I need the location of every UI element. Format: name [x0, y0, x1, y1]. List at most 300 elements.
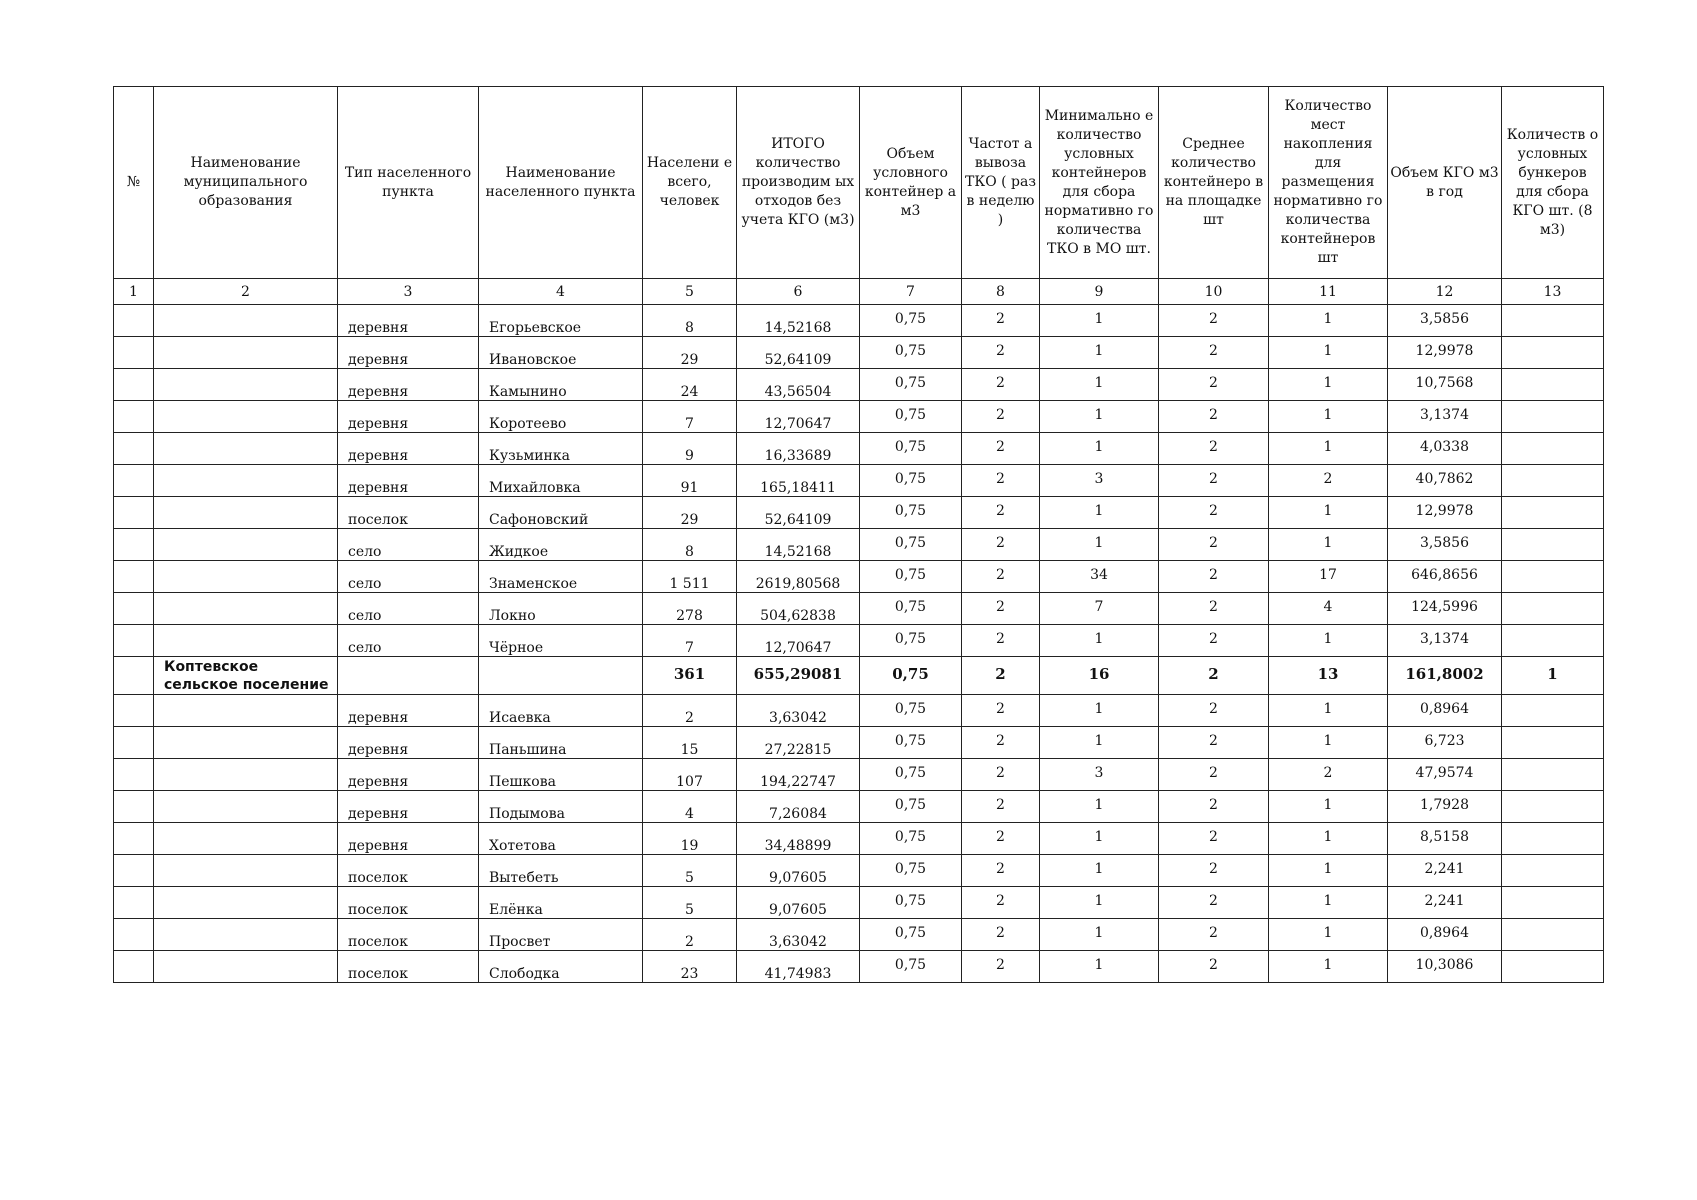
cell-avg-containers: 2: [1159, 919, 1269, 951]
cell-frequency: 2: [962, 401, 1040, 433]
cell-frequency: 2: [962, 433, 1040, 465]
column-number: 12: [1388, 279, 1502, 305]
cell-population: 5: [643, 855, 737, 887]
cell-kgo-volume: 6,723: [1388, 727, 1502, 759]
cell-total-waste: 52,64109: [737, 497, 860, 529]
cell-sites: 1: [1269, 337, 1388, 369]
cell-no: [114, 433, 154, 465]
cell-container-volume: 0,75: [860, 561, 962, 593]
cell-frequency: 2: [962, 919, 1040, 951]
table-row: [114, 337, 1604, 369]
cell-no: [114, 593, 154, 625]
cell-population: 278: [643, 593, 737, 625]
cell-bunkers: [1502, 727, 1604, 759]
waste-table: [113, 86, 1604, 983]
cell-bunkers: [1502, 951, 1604, 983]
cell-bunkers: [1502, 919, 1604, 951]
cell-min-containers: 1: [1040, 951, 1159, 983]
cell-population: 361: [643, 657, 737, 695]
cell-no: [114, 823, 154, 855]
cell-container-volume: 0,75: [860, 695, 962, 727]
summary-row: [114, 657, 1604, 695]
cell-settlement-type: село: [338, 561, 479, 593]
cell-frequency: 2: [962, 855, 1040, 887]
cell-frequency: 2: [962, 305, 1040, 337]
cell-frequency: 2: [962, 823, 1040, 855]
cell-avg-containers: 2: [1159, 855, 1269, 887]
cell-no: [114, 695, 154, 727]
cell-container-volume: 0,75: [860, 823, 962, 855]
cell-sites: 1: [1269, 401, 1388, 433]
cell-kgo-volume: 3,1374: [1388, 625, 1502, 657]
cell-settlement-name: Знаменское: [479, 561, 643, 593]
header-avg-containers: Среднее количество контейнеро в на площадке шт: [1159, 87, 1269, 279]
cell-no: [114, 465, 154, 497]
cell-kgo-volume: 4,0338: [1388, 433, 1502, 465]
column-number: 11: [1269, 279, 1388, 305]
cell-container-volume: 0,75: [860, 337, 962, 369]
cell-kgo-volume: 1,7928: [1388, 791, 1502, 823]
cell-settlement-type: поселок: [338, 887, 479, 919]
cell-settlement-name: Камынино: [479, 369, 643, 401]
cell-settlement-name: Паньшина: [479, 727, 643, 759]
table-row: [114, 497, 1604, 529]
cell-sites: 1: [1269, 791, 1388, 823]
cell-min-containers: 1: [1040, 919, 1159, 951]
cell-municipality: [154, 695, 338, 727]
cell-total-waste: 3,63042: [737, 695, 860, 727]
cell-population: 7: [643, 401, 737, 433]
table-row: [114, 561, 1604, 593]
cell-avg-containers: 2: [1159, 887, 1269, 919]
cell-population: 2: [643, 919, 737, 951]
cell-avg-containers: 2: [1159, 727, 1269, 759]
cell-min-containers: 7: [1040, 593, 1159, 625]
cell-kgo-volume: 0,8964: [1388, 919, 1502, 951]
table-row: [114, 695, 1604, 727]
table-row: [114, 727, 1604, 759]
cell-sites: 1: [1269, 497, 1388, 529]
table-row: [114, 529, 1604, 561]
cell-settlement-type: село: [338, 625, 479, 657]
cell-population: 15: [643, 727, 737, 759]
cell-bunkers: [1502, 529, 1604, 561]
cell-settlement-type: поселок: [338, 855, 479, 887]
cell-sites: 2: [1269, 465, 1388, 497]
header-container-volume: Объем условного контейнер а м3: [860, 87, 962, 279]
cell-min-containers: 3: [1040, 759, 1159, 791]
cell-settlement-name: Чёрное: [479, 625, 643, 657]
cell-frequency: 2: [962, 625, 1040, 657]
cell-settlement-type: деревня: [338, 465, 479, 497]
cell-municipality: [154, 887, 338, 919]
cell-no: [114, 369, 154, 401]
cell-sites: 1: [1269, 433, 1388, 465]
cell-no: [114, 529, 154, 561]
cell-sites: 1: [1269, 305, 1388, 337]
cell-kgo-volume: 12,9978: [1388, 337, 1502, 369]
table-row: [114, 369, 1604, 401]
cell-container-volume: 0,75: [860, 401, 962, 433]
cell-container-volume: 0,75: [860, 465, 962, 497]
cell-population: 8: [643, 529, 737, 561]
cell-total-waste: 27,22815: [737, 727, 860, 759]
cell-frequency: 2: [962, 759, 1040, 791]
cell-settlement-type: поселок: [338, 919, 479, 951]
table-row: [114, 855, 1604, 887]
cell-no: [114, 951, 154, 983]
cell-population: 2: [643, 695, 737, 727]
header-frequency: Частот а вывоза ТКО ( раз в неделю ): [962, 87, 1040, 279]
cell-settlement-name: Сафоновский: [479, 497, 643, 529]
cell-kgo-volume: 124,5996: [1388, 593, 1502, 625]
column-number: 4: [479, 279, 643, 305]
cell-municipality: [154, 759, 338, 791]
cell-total-waste: 165,18411: [737, 465, 860, 497]
cell-total-waste: 16,33689: [737, 433, 860, 465]
header-kgo-volume: Объем КГО м3 в год: [1388, 87, 1502, 279]
cell-settlement-name: Кузьминка: [479, 433, 643, 465]
cell-frequency: 2: [962, 529, 1040, 561]
cell-sites: 1: [1269, 855, 1388, 887]
cell-avg-containers: 2: [1159, 657, 1269, 695]
cell-kgo-volume: 3,5856: [1388, 305, 1502, 337]
cell-min-containers: 1: [1040, 625, 1159, 657]
cell-kgo-volume: 2,241: [1388, 887, 1502, 919]
cell-municipality: [154, 855, 338, 887]
cell-min-containers: 16: [1040, 657, 1159, 695]
cell-no: [114, 497, 154, 529]
cell-population: 7: [643, 625, 737, 657]
cell-population: 29: [643, 497, 737, 529]
cell-total-waste: 14,52168: [737, 529, 860, 561]
cell-bunkers: [1502, 369, 1604, 401]
cell-no: [114, 305, 154, 337]
cell-avg-containers: 2: [1159, 759, 1269, 791]
cell-sites: 13: [1269, 657, 1388, 695]
cell-bunkers: [1502, 433, 1604, 465]
cell-no: [114, 561, 154, 593]
cell-no: [114, 919, 154, 951]
column-number: 3: [338, 279, 479, 305]
table-row: [114, 305, 1604, 337]
cell-min-containers: 1: [1040, 695, 1159, 727]
cell-avg-containers: 2: [1159, 401, 1269, 433]
cell-min-containers: 1: [1040, 855, 1159, 887]
cell-frequency: 2: [962, 337, 1040, 369]
cell-avg-containers: 2: [1159, 791, 1269, 823]
header-population: Населени е всего, человек: [643, 87, 737, 279]
cell-container-volume: 0,75: [860, 593, 962, 625]
cell-total-waste: 12,70647: [737, 401, 860, 433]
cell-kgo-volume: 646,8656: [1388, 561, 1502, 593]
cell-population: 23: [643, 951, 737, 983]
cell-total-waste: 2619,80568: [737, 561, 860, 593]
cell-frequency: 2: [962, 593, 1040, 625]
column-number: 1: [114, 279, 154, 305]
cell-municipality: [154, 593, 338, 625]
header-no: №: [114, 87, 154, 279]
table-row: [114, 759, 1604, 791]
header-min-containers: Минимально е количество условных контейнеров для сбора нормативно го количества ТКО в МО шт.: [1040, 87, 1159, 279]
cell-total-waste: 504,62838: [737, 593, 860, 625]
cell-avg-containers: 2: [1159, 951, 1269, 983]
cell-municipality: [154, 401, 338, 433]
cell-sites: 2: [1269, 759, 1388, 791]
cell-bunkers: [1502, 337, 1604, 369]
cell-settlement-type: деревня: [338, 695, 479, 727]
cell-min-containers: 1: [1040, 887, 1159, 919]
table-row: [114, 433, 1604, 465]
cell-avg-containers: 2: [1159, 337, 1269, 369]
cell-container-volume: 0,75: [860, 887, 962, 919]
cell-sites: 1: [1269, 727, 1388, 759]
cell-total-waste: 7,26084: [737, 791, 860, 823]
cell-frequency: 2: [962, 791, 1040, 823]
cell-no: [114, 727, 154, 759]
cell-municipality: [154, 951, 338, 983]
cell-bunkers: [1502, 305, 1604, 337]
cell-kgo-volume: 3,1374: [1388, 401, 1502, 433]
cell-bunkers: [1502, 759, 1604, 791]
cell-kgo-volume: 10,3086: [1388, 951, 1502, 983]
cell-kgo-volume: 2,241: [1388, 855, 1502, 887]
cell-total-waste: 52,64109: [737, 337, 860, 369]
cell-municipality: [154, 823, 338, 855]
cell-bunkers: [1502, 887, 1604, 919]
cell-frequency: 2: [962, 497, 1040, 529]
cell-avg-containers: 2: [1159, 823, 1269, 855]
table-row: [114, 465, 1604, 497]
cell-population: 107: [643, 759, 737, 791]
cell-settlement-type: деревня: [338, 759, 479, 791]
cell-container-volume: 0,75: [860, 791, 962, 823]
cell-municipality: [154, 465, 338, 497]
cell-settlement-type: деревня: [338, 791, 479, 823]
cell-kgo-volume: 10,7568: [1388, 369, 1502, 401]
cell-settlement-type: деревня: [338, 727, 479, 759]
cell-avg-containers: 2: [1159, 625, 1269, 657]
cell-sites: 1: [1269, 919, 1388, 951]
cell-no: [114, 657, 154, 695]
cell-settlement-type: село: [338, 593, 479, 625]
cell-sites: 1: [1269, 695, 1388, 727]
column-number: 13: [1502, 279, 1604, 305]
cell-container-volume: 0,75: [860, 625, 962, 657]
cell-min-containers: 1: [1040, 369, 1159, 401]
cell-container-volume: 0,75: [860, 529, 962, 561]
cell-container-volume: 0,75: [860, 855, 962, 887]
cell-avg-containers: 2: [1159, 695, 1269, 727]
cell-avg-containers: 2: [1159, 465, 1269, 497]
cell-min-containers: 1: [1040, 497, 1159, 529]
cell-frequency: 2: [962, 887, 1040, 919]
cell-municipality: [154, 497, 338, 529]
cell-population: 4: [643, 791, 737, 823]
cell-settlement-name: Егорьевское: [479, 305, 643, 337]
cell-municipality: [154, 625, 338, 657]
table-row: [114, 401, 1604, 433]
column-number-row: [114, 279, 1604, 305]
cell-population: 9: [643, 433, 737, 465]
cell-kgo-volume: 0,8964: [1388, 695, 1502, 727]
cell-settlement-type: [338, 657, 479, 695]
cell-municipality: [154, 305, 338, 337]
cell-population: 29: [643, 337, 737, 369]
cell-min-containers: 1: [1040, 433, 1159, 465]
cell-bunkers: [1502, 401, 1604, 433]
column-number: 7: [860, 279, 962, 305]
cell-kgo-volume: 40,7862: [1388, 465, 1502, 497]
cell-settlement-name: Подымова: [479, 791, 643, 823]
cell-container-volume: 0,75: [860, 657, 962, 695]
cell-container-volume: 0,75: [860, 497, 962, 529]
cell-settlement-type: деревня: [338, 433, 479, 465]
cell-total-waste: 9,07605: [737, 855, 860, 887]
header-settlement-type: Тип населенного пункта: [338, 87, 479, 279]
table-row: [114, 919, 1604, 951]
cell-bunkers: [1502, 791, 1604, 823]
cell-municipality: [154, 727, 338, 759]
cell-municipality: [154, 433, 338, 465]
cell-bunkers: [1502, 695, 1604, 727]
table-body: [114, 305, 1604, 983]
cell-no: [114, 759, 154, 791]
cell-container-volume: 0,75: [860, 369, 962, 401]
cell-municipality: [154, 561, 338, 593]
cell-avg-containers: 2: [1159, 593, 1269, 625]
cell-settlement-name: Исаевка: [479, 695, 643, 727]
cell-settlement-name: Слободка: [479, 951, 643, 983]
cell-settlement-name: Михайловка: [479, 465, 643, 497]
cell-bunkers: [1502, 465, 1604, 497]
cell-settlement-name: Коротеево: [479, 401, 643, 433]
cell-population: 91: [643, 465, 737, 497]
cell-min-containers: 1: [1040, 791, 1159, 823]
cell-bunkers: [1502, 561, 1604, 593]
cell-bunkers: [1502, 625, 1604, 657]
header-row: [114, 87, 1604, 279]
cell-municipality: [154, 529, 338, 561]
cell-municipality: [154, 919, 338, 951]
table-row: [114, 625, 1604, 657]
cell-population: 1 511: [643, 561, 737, 593]
header-settlement-name: Наименование населенного пункта: [479, 87, 643, 279]
cell-avg-containers: 2: [1159, 305, 1269, 337]
cell-settlement-name: Елёнка: [479, 887, 643, 919]
cell-min-containers: 1: [1040, 529, 1159, 561]
cell-settlement-name: Жидкое: [479, 529, 643, 561]
cell-container-volume: 0,75: [860, 951, 962, 983]
cell-avg-containers: 2: [1159, 529, 1269, 561]
cell-avg-containers: 2: [1159, 497, 1269, 529]
cell-frequency: 2: [962, 657, 1040, 695]
cell-settlement-type: деревня: [338, 401, 479, 433]
column-number: 5: [643, 279, 737, 305]
column-number: 6: [737, 279, 860, 305]
cell-municipality: [154, 369, 338, 401]
cell-sites: 17: [1269, 561, 1388, 593]
cell-sites: 1: [1269, 369, 1388, 401]
header-municipality: Наименование муниципального образования: [154, 87, 338, 279]
cell-kgo-volume: 12,9978: [1388, 497, 1502, 529]
cell-avg-containers: 2: [1159, 561, 1269, 593]
cell-bunkers: [1502, 823, 1604, 855]
cell-settlement-type: деревня: [338, 369, 479, 401]
cell-kgo-volume: 161,8002: [1388, 657, 1502, 695]
cell-min-containers: 3: [1040, 465, 1159, 497]
cell-settlement-name: [479, 657, 643, 695]
cell-bunkers: [1502, 593, 1604, 625]
cell-no: [114, 887, 154, 919]
cell-population: 5: [643, 887, 737, 919]
cell-frequency: 2: [962, 951, 1040, 983]
cell-frequency: 2: [962, 465, 1040, 497]
cell-total-waste: 9,07605: [737, 887, 860, 919]
cell-settlement-name: Просвет: [479, 919, 643, 951]
cell-min-containers: 1: [1040, 823, 1159, 855]
cell-settlement-name: Хотетова: [479, 823, 643, 855]
cell-settlement-name: Ивановское: [479, 337, 643, 369]
cell-container-volume: 0,75: [860, 433, 962, 465]
column-number: 9: [1040, 279, 1159, 305]
cell-avg-containers: 2: [1159, 369, 1269, 401]
cell-settlement-type: поселок: [338, 951, 479, 983]
cell-settlement-name: Вытебеть: [479, 855, 643, 887]
cell-total-waste: 43,56504: [737, 369, 860, 401]
table-row: [114, 823, 1604, 855]
cell-container-volume: 0,75: [860, 919, 962, 951]
header-total-waste: ИТОГО количество производим ых отходов без учета КГО (м3): [737, 87, 860, 279]
header-sites: Количество мест накопления для размещения нормативно го количества контейнеров шт: [1269, 87, 1388, 279]
cell-total-waste: 14,52168: [737, 305, 860, 337]
column-number: 10: [1159, 279, 1269, 305]
cell-total-waste: 34,48899: [737, 823, 860, 855]
cell-min-containers: 34: [1040, 561, 1159, 593]
table-row: [114, 887, 1604, 919]
cell-container-volume: 0,75: [860, 759, 962, 791]
cell-no: [114, 791, 154, 823]
cell-min-containers: 1: [1040, 305, 1159, 337]
cell-kgo-volume: 3,5856: [1388, 529, 1502, 561]
cell-min-containers: 1: [1040, 337, 1159, 369]
cell-sites: 1: [1269, 529, 1388, 561]
cell-settlement-type: поселок: [338, 497, 479, 529]
cell-sites: 1: [1269, 887, 1388, 919]
cell-municipality: [154, 337, 338, 369]
cell-settlement-type: село: [338, 529, 479, 561]
table-row: [114, 951, 1604, 983]
cell-no: [114, 625, 154, 657]
cell-container-volume: 0,75: [860, 727, 962, 759]
cell-municipality: Коптевское сельское поселение: [154, 657, 338, 695]
cell-settlement-name: Локно: [479, 593, 643, 625]
cell-container-volume: 0,75: [860, 305, 962, 337]
cell-settlement-type: деревня: [338, 823, 479, 855]
cell-total-waste: 194,22747: [737, 759, 860, 791]
cell-frequency: 2: [962, 561, 1040, 593]
cell-bunkers: [1502, 855, 1604, 887]
cell-avg-containers: 2: [1159, 433, 1269, 465]
cell-no: [114, 401, 154, 433]
cell-population: 8: [643, 305, 737, 337]
cell-settlement-name: Пешкова: [479, 759, 643, 791]
cell-no: [114, 855, 154, 887]
header-bunkers: Количеств о условных бункеров для сбора КГО шт. (8 м3): [1502, 87, 1604, 279]
cell-population: 19: [643, 823, 737, 855]
cell-kgo-volume: 47,9574: [1388, 759, 1502, 791]
cell-frequency: 2: [962, 369, 1040, 401]
